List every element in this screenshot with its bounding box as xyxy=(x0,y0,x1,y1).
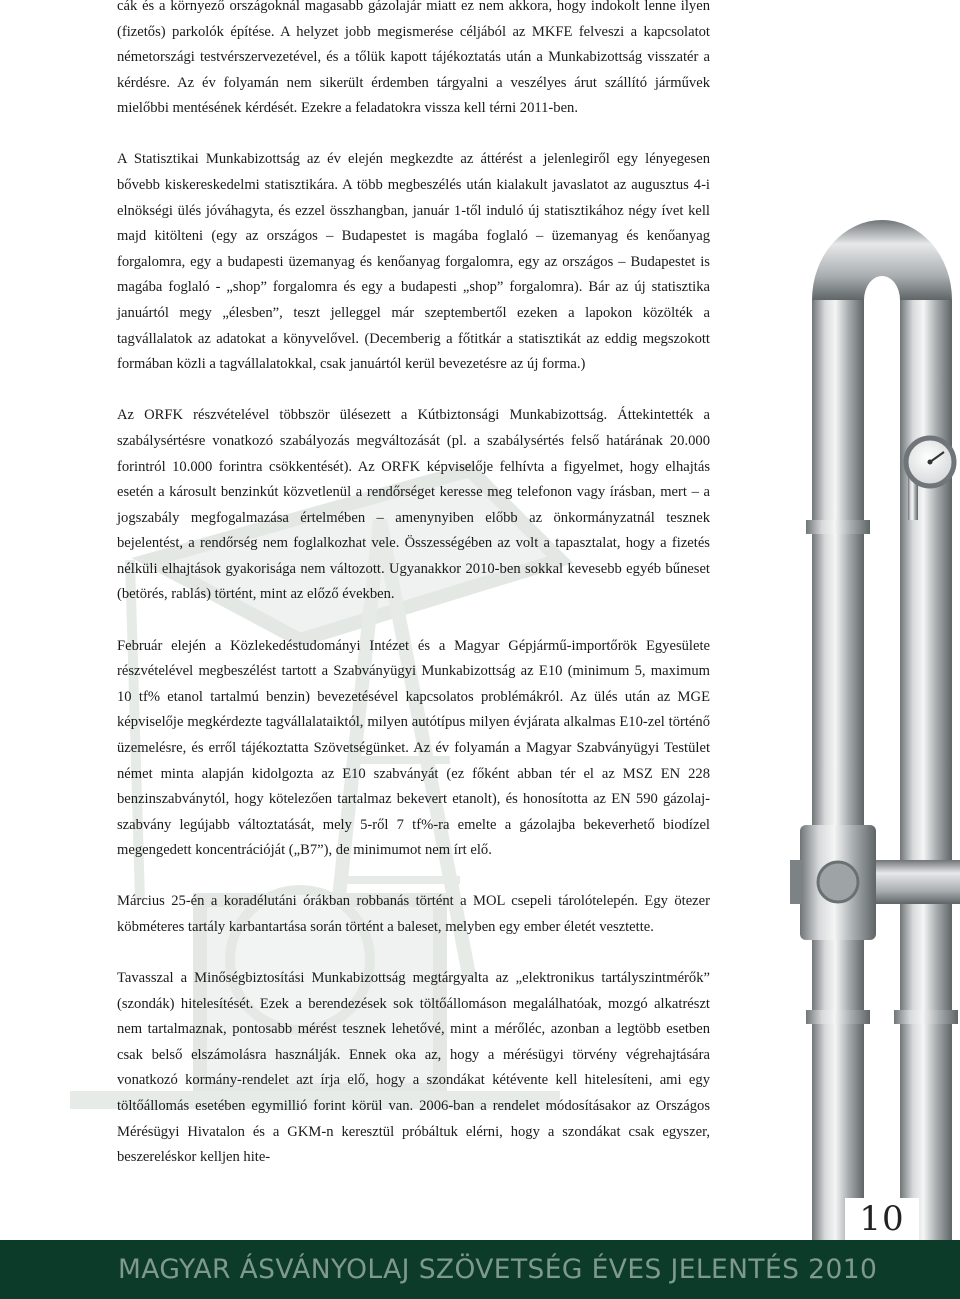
footer-bar xyxy=(0,1240,960,1299)
paragraph-parking: cák és a környező országoknál magasabb gázolajár miatt ez nem akkora, hogy indokolt lenne ilyen (fizetős) parkolók építése. A helyzet jobb megismerése céljából az MKFE felveszi a kapcsolatot németországi testvérszervezetével, és a tőlük kapott tájékoztatás után a Munkabizottság visszatér a kérdésre. Az év folyamán nem sikerült érdemben tárgyalni a veszélyes árut szállító járművek mielőbbi mentésének kérdését. Ezekre a feladatokra vissza kell térni 2011-ben. xyxy=(117,0,710,117)
paragraph-quality-assurance: Tavasszal a Minőségbiztosítási Munkabizottság megtárgyalta az „elektronikus tartályszintmérők” (szondák) hitelesítését. Ezek a berendezések sok töltőállomáson megalálhatóak, mozgó alkatrészt nem tartalmaznak, pontosabb mérést tesznek lehetővé, mint a mérőléc, azonban a legtöbb esetben csak belső elszámolásra használják. Ennek oka az, hogy a mérésügyi törvény végrehajtására vonatkozó kormány-rendelet azt írja elő, hogy a szondákat kétévente kell hitelesíteni, ami egy töltőállomás esetében egymillió forint körül van. 2006-ban a rendelet módosításakor az Országos Mérésügyi Hivatalon és a GKM-n keresztül próbáltuk elérni, hogy a szondákat csak egyszer, beszereléskor kelljen hite- xyxy=(117,970,710,1166)
paragraph-well-safety: Az ORFK részvételével többször ülésezett a Kútbiztonsági Munkabizottság. Áttekintették a szabálysértésre vonatkozó szabályozás megváltozását (pl. a szabálysértés felső határának 20.000 forintról 10.000 forintra csökkentését). Az ORFK képviselője felhívta a figyelmet, hogy elhajtás esetén a károsult benzinkút közvetlenül a rendőrséget keresse meg telefonon vagy írásban, mert – a jogszabály megfogalmazása értelmében – amenynyiben előbb az önkormányzatnál tesznek bejelentést, a rendőrség nem foglalkozhat vele. Összességében az volt a tapasztalat, hogy a fizetés nélküli elhajtások gyakorisága nem változott. Ugyanakkor 2010-ben sokkal kevesebb egyéb bűneset (betörés, rablás) történt, mint az előző években. xyxy=(117,407,710,603)
page-number-box xyxy=(845,1198,919,1240)
paragraph-standards: Február elején a Közlekedéstudományi Intézet és a Magyar Gépjármű-importőrök Egyesülete részvételével megbeszélést tartott a Szabványügyi Munkabizottság az E10 (minimum 5, maximum 10 tf% etanol tartalmú benzin) bevezetésével kapcsolatos problémákról. Az ülés után az MGE képviselője megkérdezte tagvállalataiktól, milyen autótípus milyen évjárata alkalmas E10-zel történő üzemelésre, és erről tájékoztatta Szövetségünket. Az év folyamán a Magyar Szabványügyi Testület német minta alapján kidolgozta az E10 szabványát (ez főként abban tér el az MSZ EN 228 benzinszabványtól, hogy kötelezően tartalmaz bekevert etanolt), és honosította az EN 590 gázolaj-szabvány legújabb változtatását, mely 5-ről 7 tf%-ra emelte a gázolajba bekeverhető biodízel megengedett koncentrációját („B7”), de minimumot nem írt elő. xyxy=(117,637,710,859)
steel-pipe-illustration xyxy=(790,220,960,1260)
paragraph-explosion: Március 25-én a koradélutáni órákban robbanás történt a MOL csepeli tárolótelepén. Egy ötezer köbméteres tartály karbantartása során történt a baleset, melyben egy ember életét vesztette. xyxy=(117,893,710,935)
paragraph-statistics: A Statisztikai Munkabizottság az év elején megkezdte az áttérést a jelenlegiről egy lényegesen bővebb kiskereskedelmi statisztikára. A több megbeszélés után kialakult javaslatot az augusztus 4-i elnökségi ülés jóváhagyta, és ezzel összhangban, január 1-től induló új statisztikához négy ívet kell majd kitölteni (egy az országos – Budapestet is magába foglaló – üzemanyag és kenőanyag forgalomra, egy a budapesti üzemanyag és kenőanyag forgalomra, egy az országos – Budapestet is magába foglaló - „shop” forgalomra és egy a budapesti „shop” forgalomra). Bár az új statisztika januártól megy „élesben”, teszt jelleggel már szeptembertől ezeken a lapokon közölték a tagvállalatok az adatokat a könyvelővel. (Decemberig a főtitkár a statisztikát az eddig megszokott formában közli a tagvállalatokkal, csak januártól kerül bevezetésre az új forma.) xyxy=(117,151,710,373)
footer-title: MAGYAR ÁSVÁNYOLAJ SZÖVETSÉG ÉVES JELENTÉS 2010 xyxy=(118,1254,878,1285)
page-number: 10 xyxy=(859,1199,905,1239)
article-text-column xyxy=(117,0,710,1196)
